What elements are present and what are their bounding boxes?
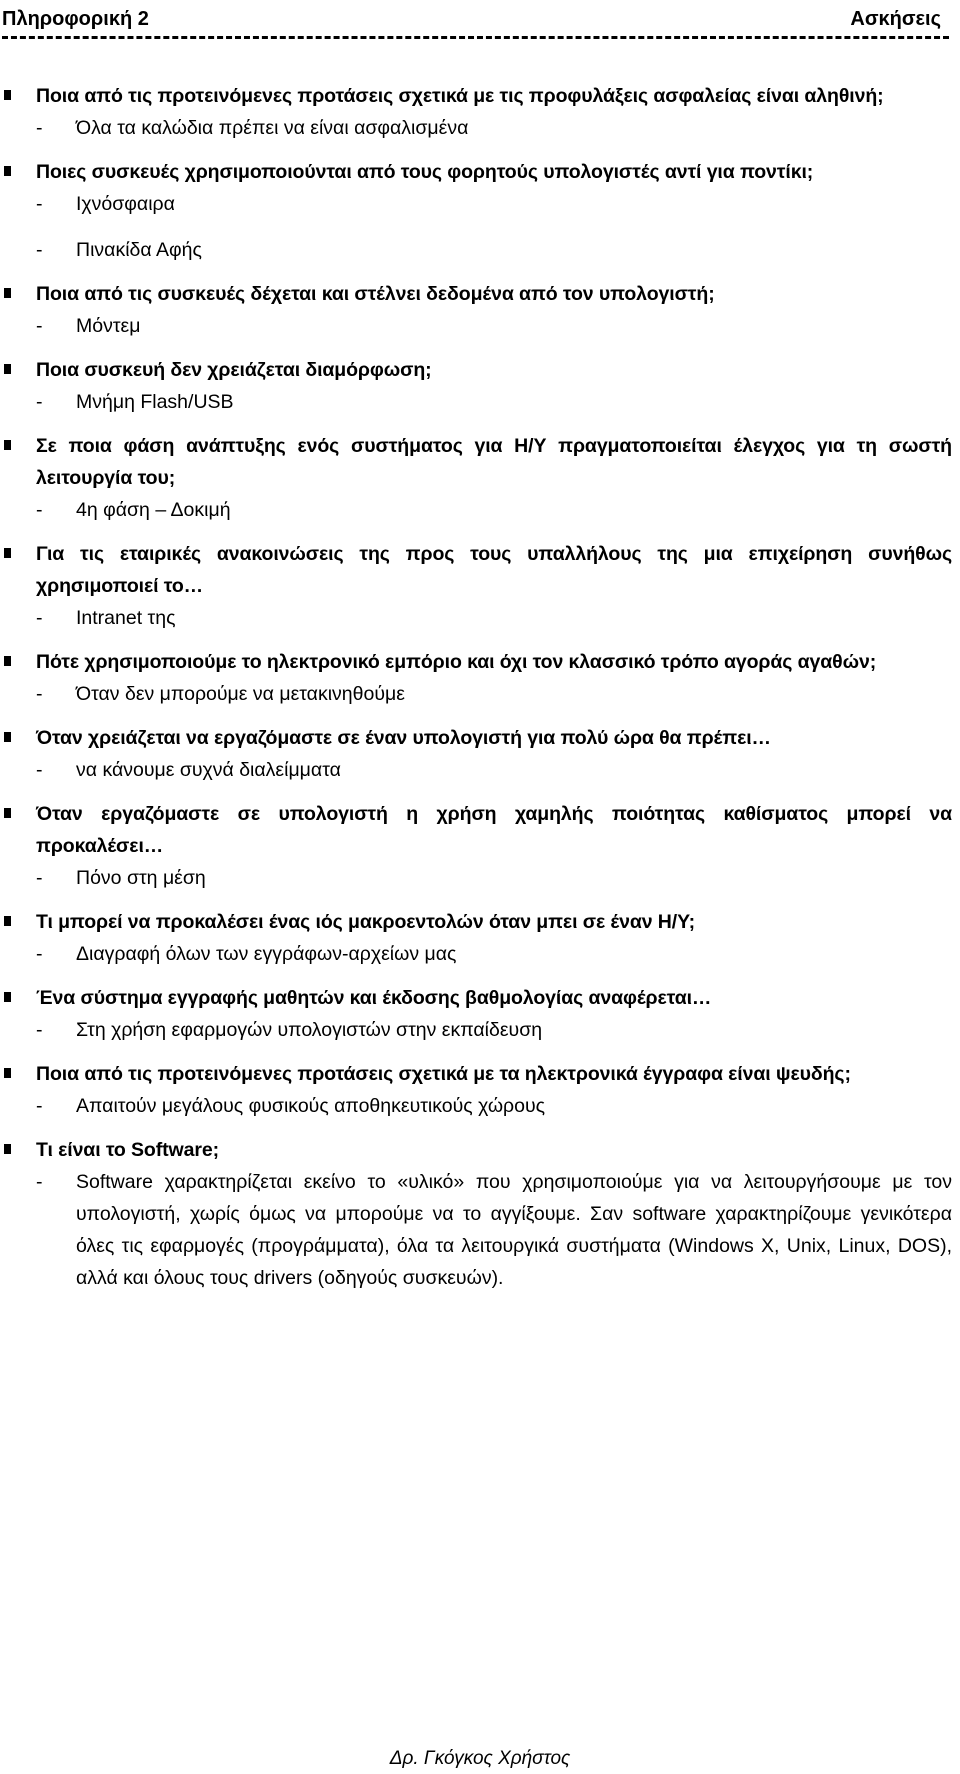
answer-item <box>36 386 952 418</box>
answer-dash: - <box>36 943 43 965</box>
answer-item <box>36 862 952 894</box>
answer-dash: - <box>36 1095 43 1117</box>
answer-dash: - <box>36 391 43 413</box>
bullet-square-icon <box>4 808 11 818</box>
answer-item <box>36 310 952 342</box>
bullet-square-icon <box>4 732 11 742</box>
answer-text: Απαιτούν μεγάλους φυσικούς αποθηκευτικούς χώρους <box>76 1095 546 1117</box>
answer-item <box>36 234 952 266</box>
page-header <box>2 6 942 32</box>
page-footer-author: Δρ. Γκόγκος Χρήστος <box>389 1748 571 1769</box>
answer-item <box>36 1090 952 1122</box>
question-text: Για τις εταιρικές ανακοινώσεις της προς τους υπαλλήλους της μια επιχείρηση συνήθως χρησιμοποιεί το… <box>36 543 952 597</box>
question-item <box>0 430 952 526</box>
question-text: Ένα σύστημα εγγραφής μαθητών και έκδοσης βαθμολογίας αναφέρεται… <box>36 987 712 1009</box>
question-list <box>0 80 960 1294</box>
question-text: Τι μπορεί να προκαλέσει ένας ιός μακροεντολών όταν μπει σε έναν Η/Υ; <box>36 911 695 933</box>
answer-dash: - <box>36 193 43 215</box>
answer-item <box>36 754 952 786</box>
question-text: Τι είναι το Software; <box>36 1139 219 1161</box>
answer-text: να κάνουμε συχνά διαλείμματα <box>76 759 341 781</box>
answer-item <box>36 1166 952 1294</box>
question-text: Όταν χρειάζεται να εργαζόμαστε σε έναν υπολογιστή για πολύ ώρα θα πρέπει… <box>36 727 771 749</box>
answer-item <box>36 1014 952 1046</box>
answer-dash: - <box>36 759 43 781</box>
bullet-square-icon <box>4 992 11 1002</box>
bullet-square-icon <box>4 656 11 666</box>
bullet-square-icon <box>4 364 11 374</box>
question-item <box>0 538 952 634</box>
answer-dash: - <box>36 315 43 337</box>
answer-item <box>36 188 952 220</box>
answer-dash: - <box>36 607 43 629</box>
answer-text: 4η φάση – Δοκιμή <box>76 499 231 521</box>
question-item <box>0 646 952 710</box>
question-item <box>0 906 952 970</box>
answer-item <box>36 112 952 144</box>
answer-text: Πόνο στη μέση <box>76 867 206 889</box>
bullet-square-icon <box>4 440 11 450</box>
answer-dash: - <box>36 1171 43 1193</box>
question-item <box>0 798 952 894</box>
answer-item <box>36 938 952 970</box>
header-divider <box>2 36 949 39</box>
question-item <box>0 80 952 144</box>
question-item <box>0 982 952 1046</box>
bullet-square-icon <box>4 916 11 926</box>
answer-item <box>36 494 952 526</box>
question-text: Ποια από τις προτεινόμενες προτάσεις σχετικά με τις προφυλάξεις ασφαλείας είναι αληθινή; <box>36 85 884 107</box>
answer-text: Πινακίδα Αφής <box>76 239 202 261</box>
answer-text: Όλα τα καλώδια πρέπει να είναι ασφαλισμένα <box>76 117 469 139</box>
bullet-square-icon <box>4 1068 11 1078</box>
bullet-square-icon <box>4 548 11 558</box>
question-item <box>0 278 952 342</box>
bullet-square-icon <box>4 90 11 100</box>
bullet-square-icon <box>4 1144 11 1154</box>
answer-item <box>36 602 952 634</box>
question-text: Ποια από τις προτεινόμενες προτάσεις σχετικά με τα ηλεκτρονικά έγγραφα είναι ψευδής; <box>36 1063 851 1085</box>
header-section-title: Ασκήσεις <box>850 8 941 30</box>
answer-text: Μνήμη Flash/USB <box>76 391 234 413</box>
answer-dash: - <box>36 1019 43 1041</box>
answer-text: Software χαρακτηρίζεται εκείνο το «υλικό» που χρησιμοποιούμε για να λειτουργήσουμε με τον υπολογιστή, χωρίς όμως να μπορούμε να το αγγίξουμε. Σαν software χαρακτηρίζουμε γενικότερα όλες τις εφαρμογές (προγράμματα), όλα τα λειτουργικά συστήματα (Windows X, Unix, Linux, DOS), αλλά και όλους τους drivers (οδηγούς συσκευών). <box>76 1171 952 1289</box>
question-text: Σε ποια φάση ανάπτυξης ενός συστήματος για Η/Υ πραγματοποιείται έλεγχος για τη σωστή λειτουργία του; <box>36 435 952 489</box>
answer-dash: - <box>36 499 43 521</box>
bullet-square-icon <box>4 288 11 298</box>
bullet-square-icon <box>4 166 11 176</box>
answer-text: Μόντεμ <box>76 315 141 337</box>
question-item <box>0 1134 952 1294</box>
answer-item <box>36 678 952 710</box>
question-item <box>0 722 952 786</box>
answer-dash: - <box>36 683 43 705</box>
answer-text: Όταν δεν μπορούμε να μετακινηθούμε <box>76 683 405 705</box>
question-item <box>0 1058 952 1122</box>
question-item <box>0 354 952 418</box>
answer-dash: - <box>36 867 43 889</box>
header-course-title: Πληροφορική 2 <box>2 8 149 30</box>
answer-text: Ιχνόσφαιρα <box>76 193 175 215</box>
answer-text: Στη χρήση εφαρμογών υπολογιστών στην εκπαίδευση <box>76 1019 543 1041</box>
question-text: Ποιες συσκευές χρησιμοποιούνται από τους φορητούς υπολογιστές αντί για ποντίκι; <box>36 161 814 183</box>
question-item <box>0 156 952 266</box>
question-text: Όταν εργαζόμαστε σε υπολογιστή η χρήση χαμηλής ποιότητας καθίσματος μπορεί να προκαλέσει… <box>36 803 952 857</box>
answer-dash: - <box>36 117 43 139</box>
question-text: Ποια από τις συσκευές δέχεται και στέλνει δεδομένα από τον υπολογιστή; <box>36 283 715 305</box>
question-text: Πότε χρησιμοποιούμε το ηλεκτρονικό εμπόριο και όχι τον κλασσικό τρόπο αγοράς αγαθών; <box>36 651 877 673</box>
answer-text: Intranet της <box>76 607 176 629</box>
answer-text: Διαγραφή όλων των εγγράφων-αρχείων μας <box>76 943 457 965</box>
question-text: Ποια συσκευή δεν χρειάζεται διαμόρφωση; <box>36 359 432 381</box>
answer-dash: - <box>36 239 43 261</box>
